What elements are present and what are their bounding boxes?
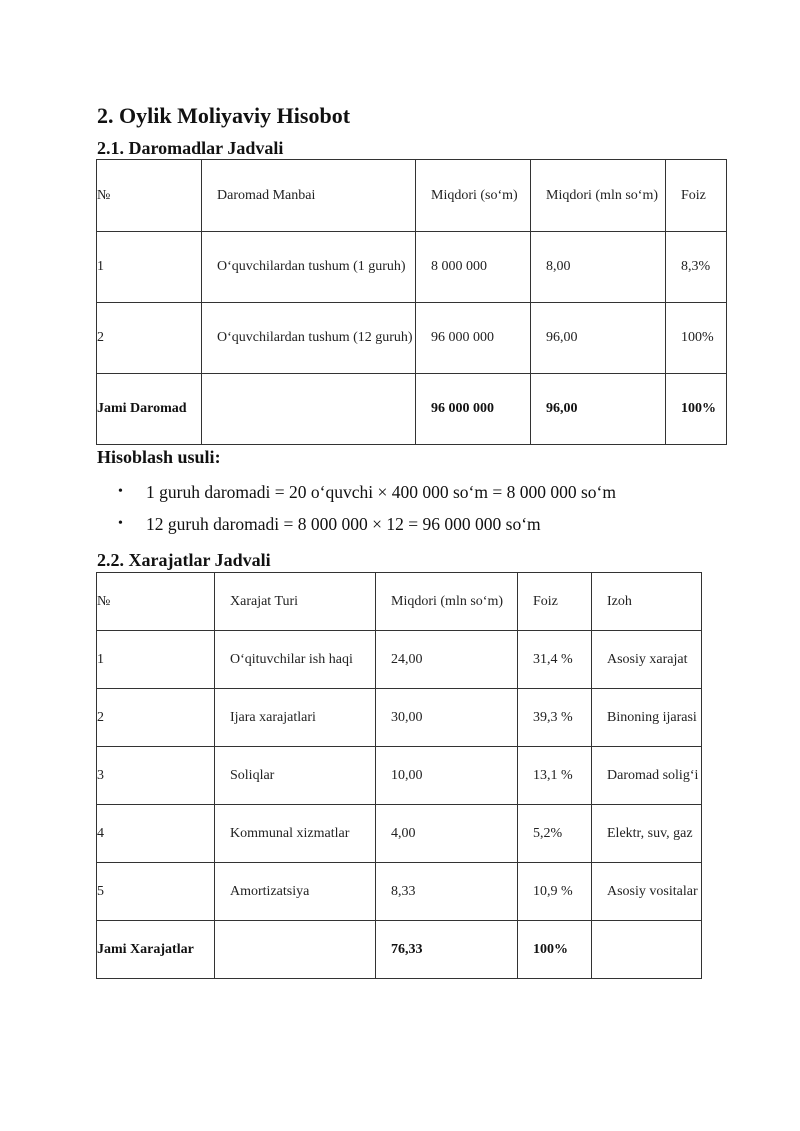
income-col-amount-mln: Miqdori (mln so‘m) xyxy=(546,187,658,203)
table-row xyxy=(97,631,702,689)
expenses-cell: 24,00 xyxy=(391,651,423,667)
income-cell: O‘quvchilardan tushum (12 guruh) xyxy=(217,330,413,345)
expenses-cell: 13,1 % xyxy=(533,767,573,783)
expenses-total-row xyxy=(97,921,702,979)
expenses-cell: Binoning ijarasi xyxy=(607,709,697,725)
method-heading: Hisoblash usuli: xyxy=(97,447,221,467)
income-cell: 8 000 000 xyxy=(431,259,487,274)
table-row xyxy=(97,747,702,805)
income-col-number: № xyxy=(97,187,111,203)
list-item: • 12 guruh daromadi = 8 000 000 × 12 = 96 000 000 so‘m xyxy=(97,508,616,540)
table-row xyxy=(97,805,702,863)
table-row xyxy=(97,303,727,374)
expenses-cell: 39,3 % xyxy=(533,709,573,725)
expenses-cell: Daromad solig‘i xyxy=(607,767,699,783)
expenses-cell: O‘qituvchilar ish haqi xyxy=(230,651,353,667)
income-total-percent: 100% xyxy=(681,401,716,416)
expenses-cell: 8,33 xyxy=(391,883,416,899)
expenses-cell: 30,00 xyxy=(391,709,423,725)
income-cell: 8,3% xyxy=(681,259,711,274)
expenses-cell: 10,9 % xyxy=(533,883,573,899)
expenses-table xyxy=(96,572,702,979)
expenses-cell: Elektr, suv, gaz xyxy=(607,825,693,841)
expenses-total-label: Jami Xarajatlar xyxy=(97,941,194,957)
income-total-amount-mln: 96,00 xyxy=(546,401,578,416)
method-list xyxy=(97,476,616,540)
expenses-cell: 5,2% xyxy=(533,825,563,841)
expenses-cell: 2 xyxy=(97,709,104,725)
income-cell: 1 xyxy=(97,259,104,274)
income-header-row xyxy=(97,160,727,232)
expenses-col-type: Xarajat Turi xyxy=(230,593,299,609)
expenses-cell: 31,4 % xyxy=(533,651,573,667)
expenses-total-percent: 100% xyxy=(533,941,568,957)
income-total-label: Jami Daromad xyxy=(97,401,187,416)
expenses-cell: 5 xyxy=(97,883,104,899)
income-col-amount: Miqdori (so‘m) xyxy=(431,187,518,203)
list-item: • 1 guruh daromadi = 20 o‘quvchi × 400 000 so‘m = 8 000 000 so‘m xyxy=(97,476,616,508)
expenses-cell: Amortizatsiya xyxy=(230,883,310,899)
income-cell: 8,00 xyxy=(546,259,571,274)
page-title: 2. Oylik Moliyaviy Hisobot xyxy=(97,103,351,128)
expenses-cell: Soliqlar xyxy=(230,767,275,783)
table-row xyxy=(97,689,702,747)
income-col-source: Daromad Manbai xyxy=(217,187,316,203)
income-col-percent: Foiz xyxy=(681,187,706,203)
expenses-cell: 10,00 xyxy=(391,767,423,783)
table-row xyxy=(97,232,727,303)
expenses-cell: Asosiy vositalar xyxy=(607,883,698,899)
expenses-header-row xyxy=(97,573,702,631)
expenses-heading: 2.2. Xarajatlar Jadvali xyxy=(97,550,271,570)
income-total-row xyxy=(97,374,727,445)
expenses-cell: 3 xyxy=(97,767,104,783)
expenses-col-amount-mln: Miqdori (mln so‘m) xyxy=(391,593,503,609)
income-cell: 100% xyxy=(681,330,714,345)
income-cell: 96,00 xyxy=(546,330,578,345)
expenses-col-percent: Foiz xyxy=(533,593,558,609)
income-heading: 2.1. Daromadlar Jadvali xyxy=(97,138,284,158)
expenses-cell: 4,00 xyxy=(391,825,416,841)
expenses-cell: Ijara xarajatlari xyxy=(230,709,316,725)
expenses-cell: 1 xyxy=(97,651,104,667)
expenses-total-amount-mln: 76,33 xyxy=(391,941,423,957)
expenses-cell: Kommunal xizmatlar xyxy=(230,825,350,841)
income-total-amount: 96 000 000 xyxy=(431,401,494,416)
income-cell: O‘quvchilardan tushum (1 guruh) xyxy=(217,259,406,274)
income-cell: 2 xyxy=(97,330,104,345)
expenses-cell: 4 xyxy=(97,825,104,841)
expenses-cell: Asosiy xarajat xyxy=(607,651,688,667)
income-table xyxy=(96,159,727,445)
expenses-col-number: № xyxy=(97,593,111,609)
income-cell: 96 000 000 xyxy=(431,330,494,345)
table-row xyxy=(97,863,702,921)
expenses-col-note: Izoh xyxy=(607,593,632,609)
